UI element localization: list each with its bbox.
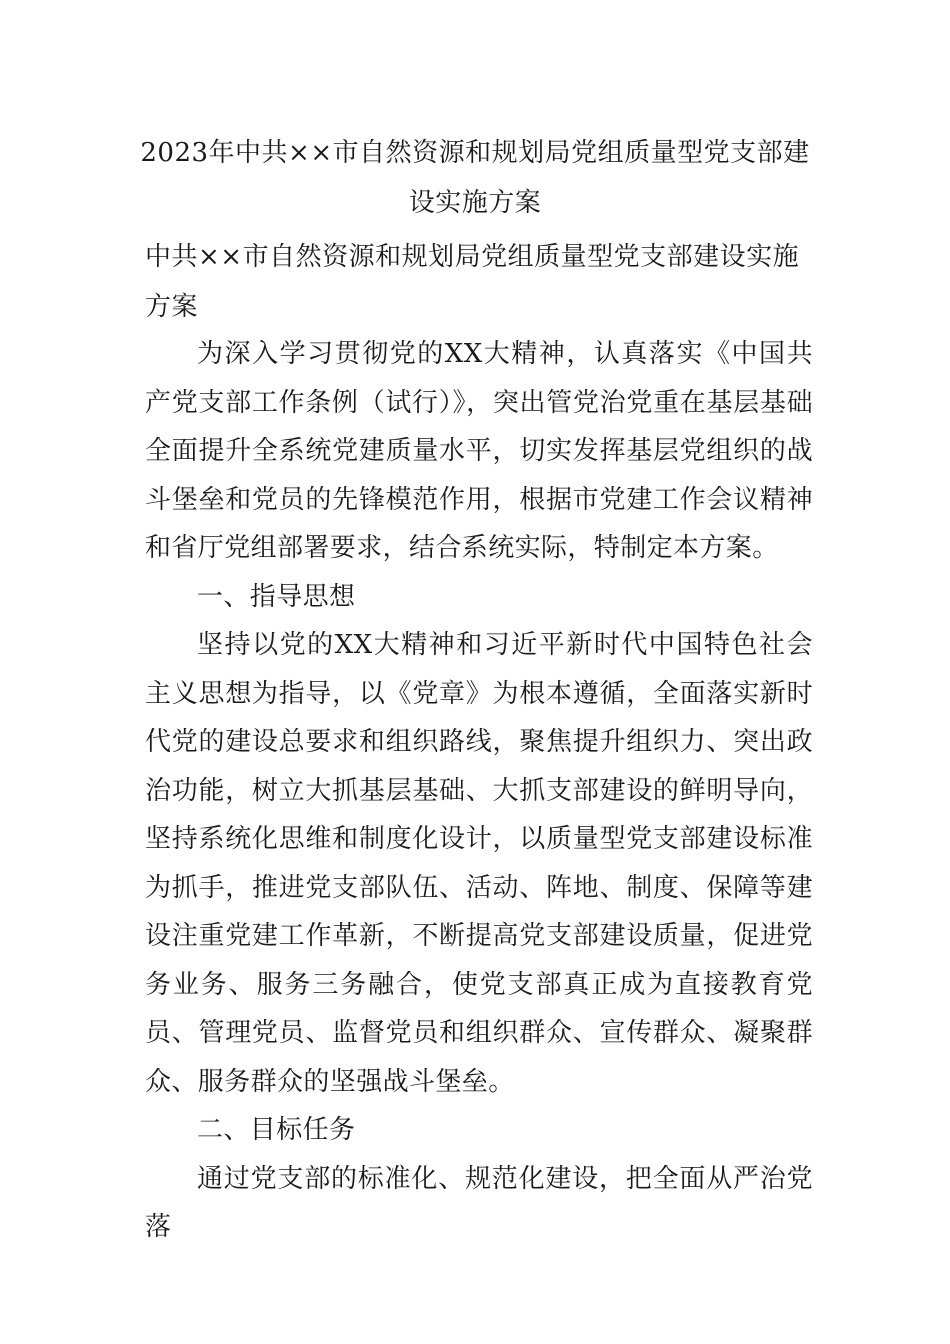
section-1-paragraph: 坚持以党的XX大精神和习近平新时代中国特色社会主义思想为指导，以《党章》为根本遵循，全面落实新时代党的建设总要求和组织路线，聚焦提升组织力、突出政治功能，树立大抓基层基础、大抓支部建设的鲜明导向，坚持系统化思维和制度化设计，以质量型党支部建设标准为抓手，推进党支部队伍、活动、阵地、制度、保障等建设注重党建工作革新，不断提高党支部建设质量，促进党务业务、服务三务融合，使党支部真正成为直接教育党员、管理党员、监督党员和组织群众、宣传群众、凝聚群众、服务群众的坚强战斗堡垒。 — [145, 630, 813, 1097]
section-2-heading: 二、目标任务 — [197, 1115, 356, 1145]
document-subtitle: 中共××市自然资源和规划局党组质量型党支部建设实施方案 — [145, 242, 800, 322]
document-title: 2023年中共××市自然资源和规划局党组质量型党支部建设实施方案 — [140, 138, 810, 218]
section-1-heading: 一、指导思想 — [197, 581, 356, 612]
document-body — [145, 330, 813, 1252]
intro-paragraph: 为深入学习贯彻党的XX大精神，认真落实《中国共产党支部工作条例（试行）》，突出管党治党重在基层基础全面提升全系统党建质量水平，切实发挥基层党组织的战斗堡垒和党员的先锋模范作用，根据市党建工作会议精神和省厅党组部署要求，结合系统实际，特制定本方案。 — [145, 339, 813, 563]
section-2-paragraph: 通过党支部的标准化、规范化建设，把全面从严治党落 — [145, 1163, 813, 1242]
